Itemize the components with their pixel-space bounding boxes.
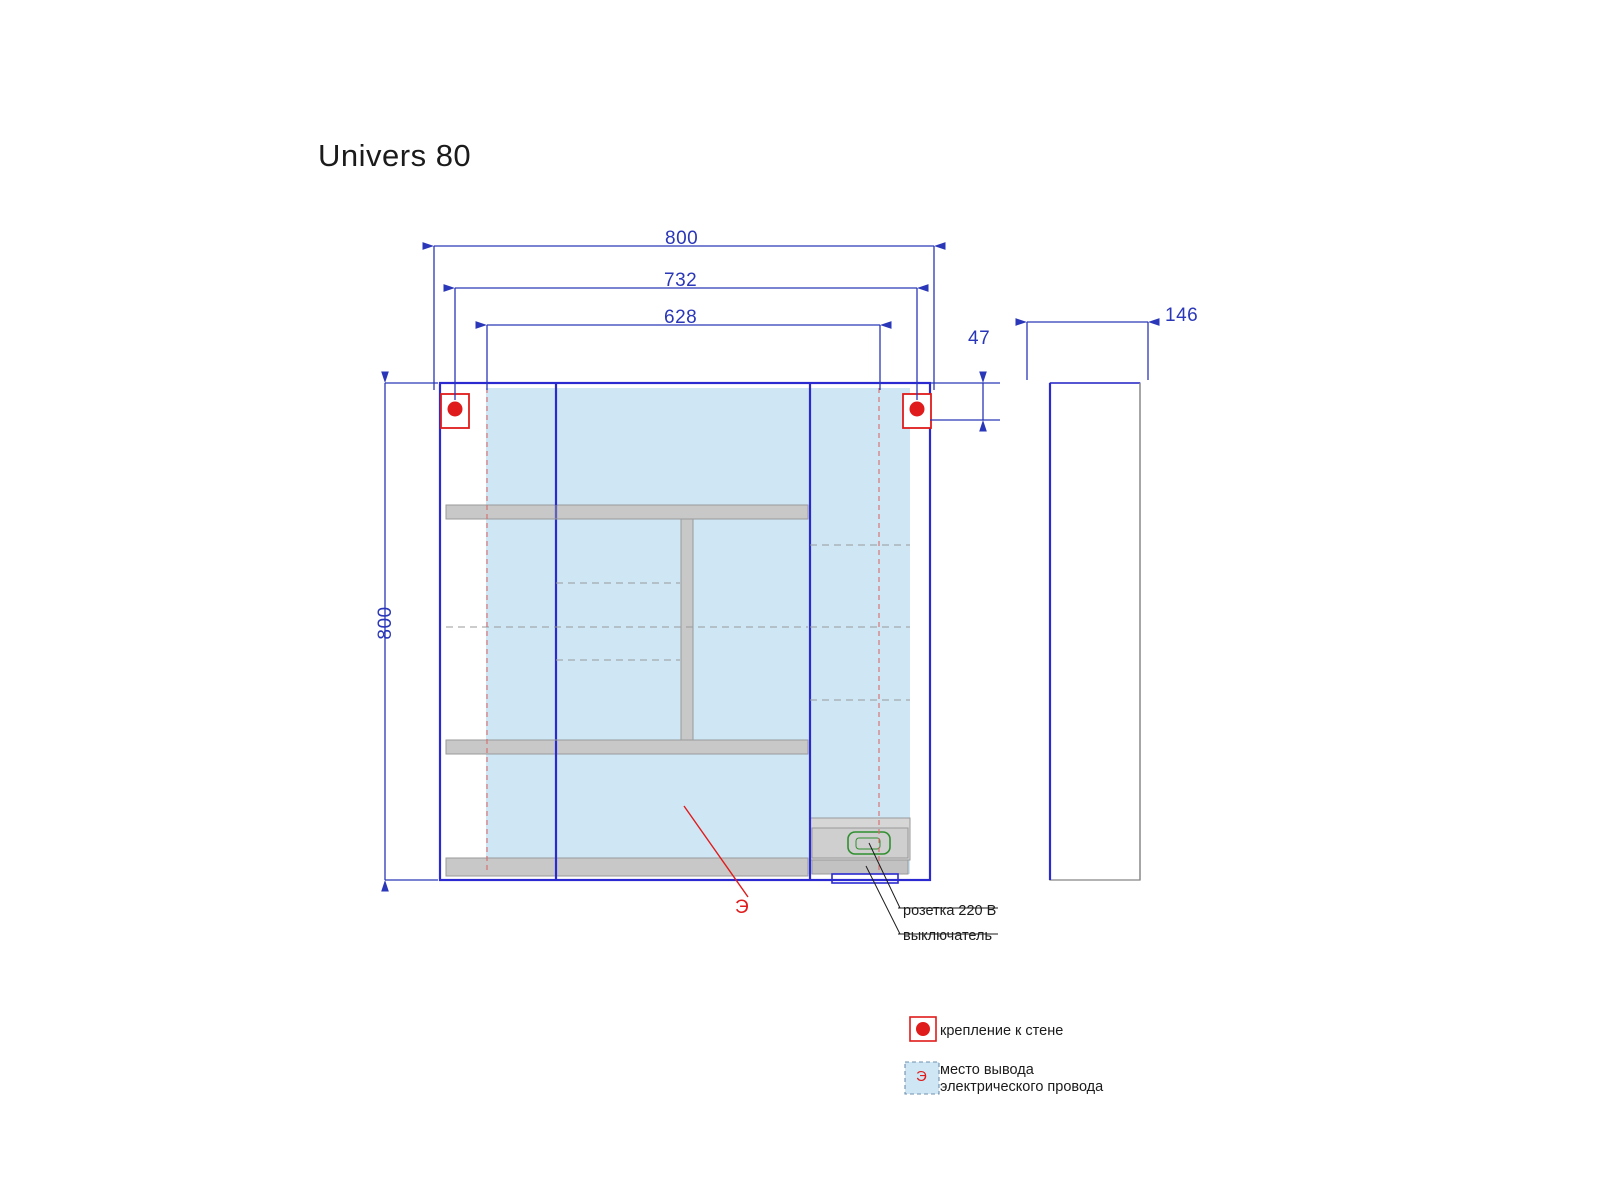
dim-top-offset-47: 47: [968, 328, 991, 349]
switch-label: выключатель: [903, 928, 993, 944]
legend-mount-label: крепление к стене: [940, 1023, 1064, 1039]
legend-electric-label-1: место вывода: [940, 1062, 1034, 1078]
legend-electric-label-2: электрического провода: [940, 1079, 1104, 1095]
page-title: Univers 80: [318, 138, 472, 173]
legend-mount-icon: [910, 1017, 936, 1041]
legend-electric-mark: Э: [916, 1068, 927, 1085]
dim-height-800: 800: [375, 606, 396, 640]
dim-depth-146: 146: [1165, 305, 1199, 326]
dim-width-800: 800: [665, 228, 699, 249]
electrical-mark-front: Э: [735, 897, 749, 918]
socket-label: розетка 220 В: [903, 903, 997, 919]
dim-inner-628: 628: [664, 307, 698, 328]
dim-mount-732: 732: [664, 270, 698, 291]
